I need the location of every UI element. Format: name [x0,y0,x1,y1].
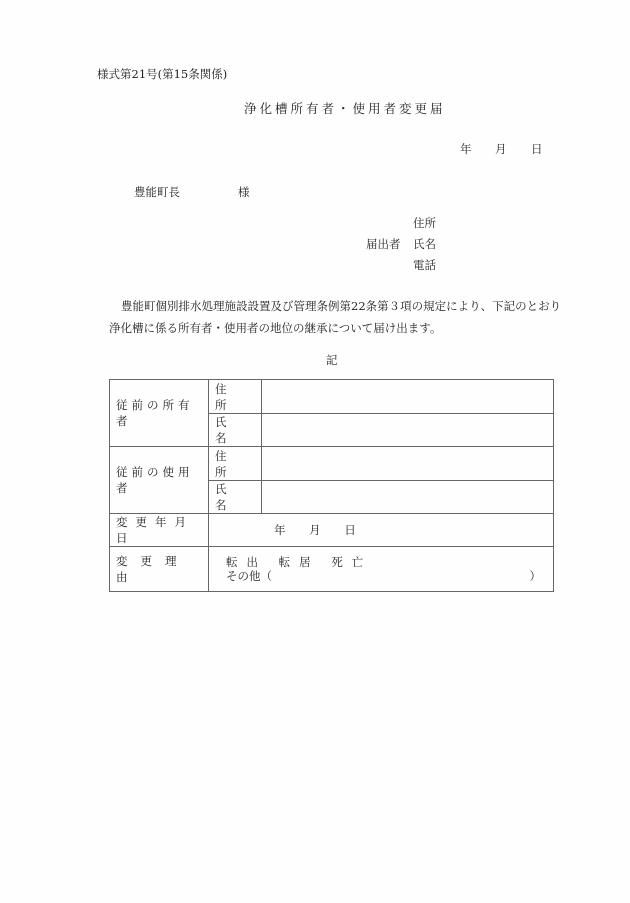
change-date-month: 月 [309,523,321,537]
previous-user-name-label: 氏 名 [209,481,262,514]
change-reason-field[interactable] [209,547,554,592]
ki-heading: 記 [326,353,338,367]
reason-option-shibo[interactable]: 死亡 [331,555,373,569]
change-date-label: 変更年月日 [110,514,209,547]
date-year: 年 [460,142,472,156]
addressee-name: 豊能町長 [134,185,180,199]
addressee-honorific: 様 [238,185,250,199]
body-text-line2: 浄化槽に係る所有者・使用者の地位の継承について届け出ます。 [109,321,442,335]
applicant-label: 届出者 [366,237,401,251]
change-date-year: 年 [274,523,286,537]
reason-option-other[interactable]: その他（ [226,569,272,583]
form-number: 様式第21号(第15条関係) [97,67,228,81]
reason-option-tenshutsu[interactable]: 転出 [226,555,267,569]
date-day: 日 [531,142,543,156]
form-table [109,379,554,592]
previous-owner-name-label: 氏 名 [209,414,262,447]
previous-user-address-field[interactable] [262,447,554,481]
applicant-address-label: 住所 [413,216,436,230]
reason-option-tenkyo[interactable]: 転居 [278,555,320,569]
change-date-field[interactable] [209,514,554,547]
previous-owner-name-field[interactable] [262,414,554,447]
body-text-line1: 豊能町個別排水処理施設設置及び管理条例第22条第３項の規定により、下記のとおり [121,299,562,313]
reason-other-close: ） [529,569,541,583]
applicant-name-label: 氏名 [413,237,436,251]
previous-owner-label: 従前の所有者 [110,380,209,447]
applicant-phone-label: 電話 [413,258,436,272]
previous-user-name-field[interactable] [262,481,554,514]
change-reason-label: 変更理由 [110,547,209,592]
previous-user-address-label: 住 所 [209,447,262,481]
previous-owner-address-field[interactable] [262,380,554,414]
previous-user-label: 従前の使用者 [110,447,209,514]
date-month: 月 [495,142,507,156]
change-date-day: 日 [344,523,356,537]
previous-owner-address-label: 住 所 [209,380,262,414]
page-title: 浄化槽所有者・使用者変更届 [244,101,446,116]
